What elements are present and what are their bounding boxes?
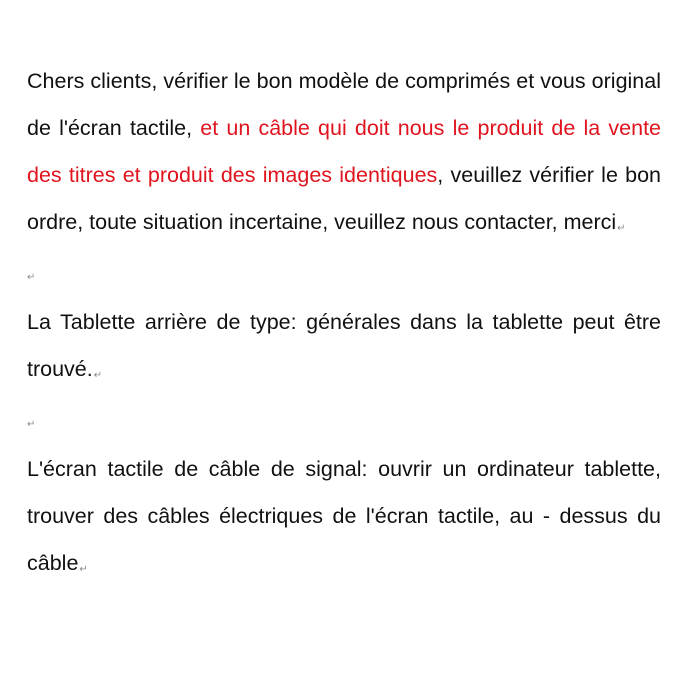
- document-body: [27, 58, 661, 593]
- paragraph-signal-cable: [27, 446, 661, 593]
- return-arrow-icon: ↵: [27, 272, 36, 283]
- return-arrow-icon: ↵: [93, 370, 103, 381]
- paragraph-tablet-type: [27, 299, 661, 399]
- notice-text-intro: Chers clients, vérifier le bon modèle de comprimés et vous original de l'écran tactile,: [27, 69, 661, 140]
- return-arrow-icon: ↵: [617, 223, 626, 234]
- notice-text-highlighted: et un câble qui doit nous le produit de la vente des titres et produit des images identiques: [27, 116, 662, 187]
- empty-paragraph: [27, 399, 661, 446]
- signal-cable-text: L'écran tactile de câble de signal: ouvrir un ordinateur tablette, trouver des câbles électriques de l'écran tactile, au - dessus du câble: [27, 457, 661, 575]
- return-arrow-icon: ↵: [79, 564, 88, 575]
- tablet-type-text: La Tablette arrière de type: générales dans la tablette peut être trouvé.: [27, 310, 661, 381]
- empty-paragraph: [27, 252, 661, 299]
- paragraph-customer-notice: [27, 58, 661, 252]
- notice-text-outro: , veuillez vérifier le bon ordre, toute situation incertaine, veuillez nous contacter, merci: [27, 163, 662, 234]
- return-arrow-icon: ↵: [27, 419, 36, 430]
